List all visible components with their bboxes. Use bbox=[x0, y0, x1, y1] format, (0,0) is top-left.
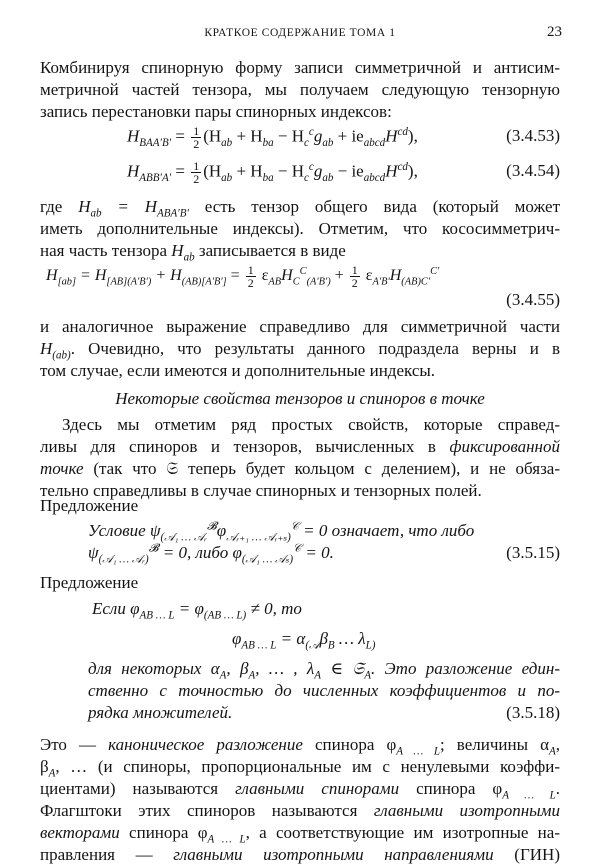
para2-line-3: ная часть тензора $H_{ab}$ записывается в виде bbox=[40, 241, 346, 264]
para5-line-2: $\beta_A$, … (и спиноры, пропорциональные им с ненулевыми коэффи- bbox=[40, 757, 560, 780]
fraction-half: $\frac{1}{2}$ bbox=[351, 263, 358, 290]
para3-line-3: том случае, если имеются и дополнительные индексы. bbox=[40, 361, 436, 380]
fraction-half: $\frac{1}{2}$ bbox=[193, 124, 200, 151]
intro-line-1: Комбинируя спинорную форму записи симметричной и антисим- bbox=[40, 58, 560, 77]
fraction-half: $\frac{1}{2}$ bbox=[247, 263, 254, 290]
para3-line-2: $H_{(ab)}$. Очевидно, что результаты данного подраздела верны и в bbox=[40, 339, 560, 362]
equation-number-3-4-54: (3.4.54) bbox=[506, 161, 560, 180]
para3-line-1: и аналогичное выражение справедливо для симметричной части bbox=[40, 317, 560, 336]
intro-line-2: метричной частей тензора, мы получаем следующую тензорную bbox=[40, 80, 560, 99]
para4-line-4: тельно справедливы в случае спинорных и тензорных полей. bbox=[40, 481, 482, 500]
proposition-heading-1: Предложение bbox=[40, 496, 139, 515]
para5-line-4: Флагштоки этих спиноров называются главными изотропными bbox=[40, 801, 560, 820]
equation-number-3-4-53: (3.4.53) bbox=[506, 126, 560, 145]
equation-3-4-54: $H_{ABB'A'}$ = $\frac{1}{2}$ $(H_{ab} + H_{ba} - H_c^cg_{ab} - ie_{abcd}H^{cd})$, bbox=[127, 159, 418, 186]
para4-line-3: точке (так что 𝔖 теперь будет кольцом с делением), и не обяза- bbox=[40, 459, 560, 478]
para2-line-2: иметь дополнительные индексы). Отметим, что кососимметрич- bbox=[40, 219, 560, 238]
para4-line-1: Здесь мы отметим ряд простых свойств, которые справед- bbox=[62, 415, 560, 434]
equation-3-4-55: $H_{[ab]} = H_{[AB](A'B')} + H_{(AB)[A'B']}$ = $\frac{1}{2}$ $\varepsilon_{AB}H_C^C_{(A'B')}$ + $\frac{1}{2}$ $\varepsilon_{A'B'}H_{(AB)C'}^{C'}$ bbox=[46, 263, 440, 290]
proposition-2-line-3: для некоторых $\alpha_A$, $\beta_A$, … , $\lambda_A$ ∈ 𝔖$_A$. Это разложение един- bbox=[88, 659, 560, 682]
para5-line-3: циентами) называются главными спинорами спинора $\varphi_{A \dots L}$. bbox=[40, 779, 560, 802]
proposition-2-line-2: $\varphi_{AB \dots L} = \alpha_{(𝒜}\beta_B$ … $\lambda_{L)}$ bbox=[232, 629, 376, 652]
page-number: 23 bbox=[547, 24, 562, 40]
para5-line-5: векторами спинора $\varphi_{A \dots L}$, а соответствующие им изотропные на- bbox=[40, 823, 560, 846]
para4-line-2: ливы для спиноров и тензоров, вычисленных в фиксированной bbox=[40, 437, 560, 456]
section-heading: Некоторые свойства тензоров и спиноров в точке bbox=[115, 389, 485, 408]
equation-number-3-5-18: (3.5.18) bbox=[506, 703, 560, 722]
intro-line-3: запись перестановки пары спинорных индексов: bbox=[40, 102, 392, 121]
para2-line-1: где $H_{ab} = H_{ABA'B'}$ есть тензор общего вида (который может bbox=[40, 197, 561, 220]
equation-3-4-53: $H_{BAA'B'}$ = $\frac{1}{2}$ $(H_{ab} + H_{ba} - H_c^cg_{ab} + ie_{abcd}H^{cd})$, bbox=[127, 124, 418, 151]
proposition-2-line-4: ственно с точностью до численных коэффициентов и по- bbox=[88, 681, 560, 700]
proposition-heading-2: Предложение bbox=[40, 573, 139, 592]
fraction-half: $\frac{1}{2}$ bbox=[193, 159, 200, 186]
equation-number-3-5-15: (3.5.15) bbox=[506, 543, 560, 562]
para5-line-6: правления — главными изотропными направлениями (ГИН) bbox=[40, 845, 560, 864]
para5-line-1: Это — каноническое разложение спинора $\varphi_{A \dots L}$; величины $\alpha_A$, bbox=[40, 735, 560, 758]
proposition-2-line-1: Если $\varphi_{AB \dots L} = \varphi_{(AB \dots L)} \ne 0$, то bbox=[92, 599, 302, 622]
proposition-1-line-1: Условие $\psi_{(𝒜_1 \dots 𝒜ᵣ}^𝓑\varphi_{𝒜ᵣ_{+1} \dots 𝒜ᵣ_{+s})}^𝒞 = 0$ означает, что либо bbox=[88, 520, 475, 544]
equation-number-3-4-55: (3.4.55) bbox=[506, 290, 560, 309]
proposition-1-line-2: $\psi_{(𝒜_1 \dots 𝒜ᵣ)}^𝓑 = 0$, либо $\varphi_{(𝒜_1 \dots 𝒜_s)}^𝒞 = 0$. bbox=[88, 542, 334, 566]
proposition-2-line-5: рядка множителей. bbox=[88, 703, 233, 722]
running-header: КРАТКОЕ СОДЕРЖАНИЕ ТОМА 1 bbox=[204, 27, 396, 39]
